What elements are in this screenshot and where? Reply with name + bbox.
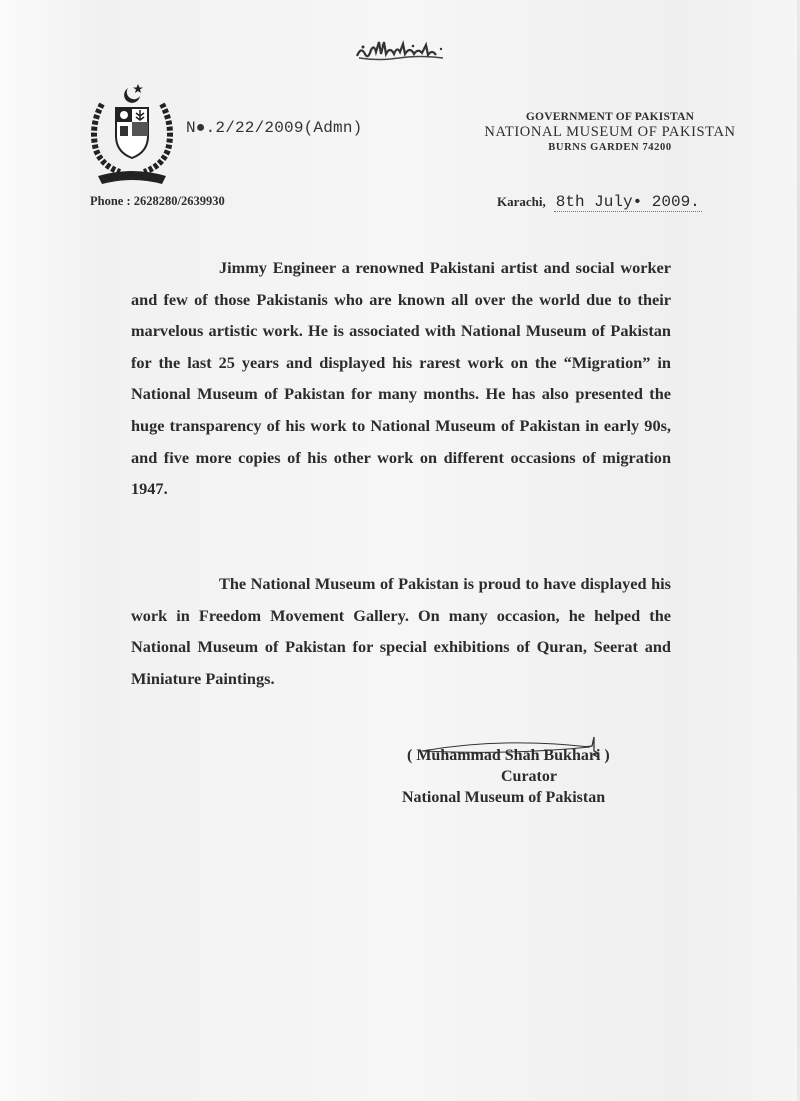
reference-number: N●.2/22/2009(Admn) [186,119,363,137]
signatory-name: ( Muhammad Shah Bukhari ) [407,747,610,764]
org-line-museum: NATIONAL MUSEUM OF PAKISTAN [484,124,736,140]
phone-number: Phone : 2628280/2639930 [90,194,225,208]
signatory-organization: National Museum of Pakistan [402,789,606,806]
signatory-title: Curator [501,768,557,785]
state-emblem-icon [88,82,176,192]
body-paragraph-2: The National Museum of Pakistan is proud to have displayed his work in Freedom Movement Gallery. On many occasion, he helped the National Museum of Pakistan for special exhibitions of Quran, Seerat and Miniature Paintings. [131,574,671,688]
org-line-address: BURNS GARDEN 74200 [548,142,672,153]
date-line [497,193,702,211]
place-label: Karachi, [497,194,546,209]
body-paragraph-1: Jimmy Engineer a renowned Pakistani artist and social worker and few of those Pakistanis who are known all over the world due to their marvelous artistic work. He is associated with National Museum of Pakistan for the last 25 years and displayed his rarest work on the “Migration” in National Museum of Pakistan for many months. He has also presented the huge transparency of his work to National Museum of Pakistan in early 90s, and five more copies of his other work on different occasions of migration 1947. [131,258,671,499]
org-line-government: GOVERNMENT OF PAKISTAN [525,111,695,123]
letterhead-organization [470,110,750,155]
bismillah-calligraphy [353,40,449,62]
letter-date: 8th July• 2009. [555,193,700,211]
signature-block [402,745,692,808]
